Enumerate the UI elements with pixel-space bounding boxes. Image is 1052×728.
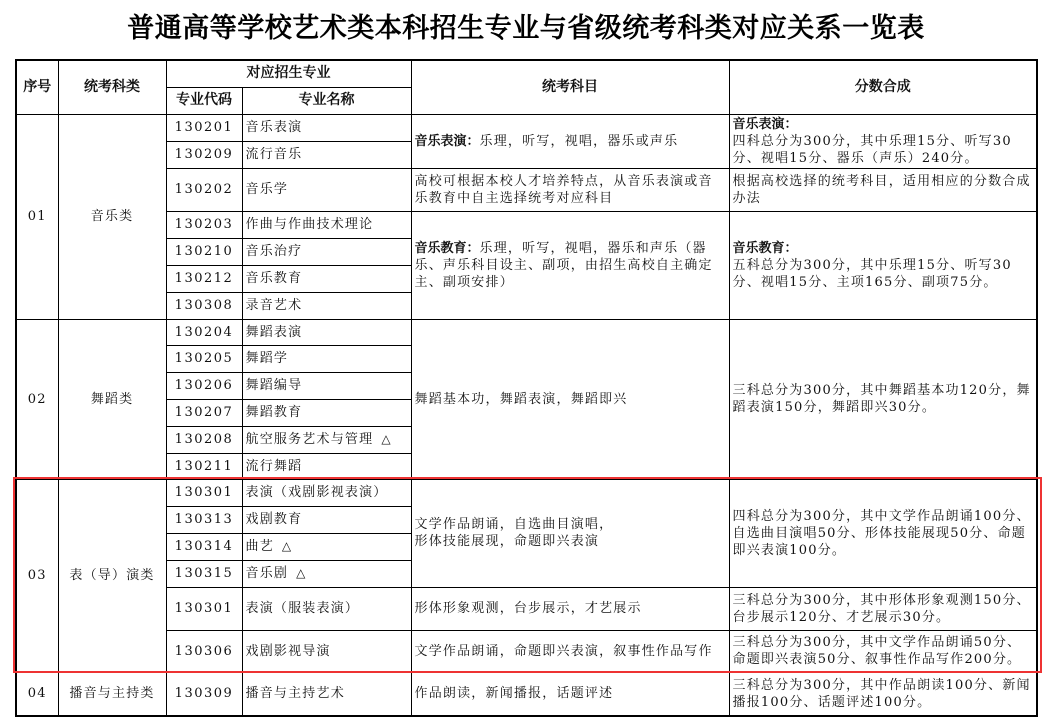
major-code: 130206 [166, 372, 242, 399]
subjects-cell: 文学作品朗诵，命题即兴表演，叙事性作品写作 [411, 630, 729, 672]
scoring-text: 四科总分为300分，其中乐理15分、听写30分、视唱15分、器乐（声乐）240分。 [732, 133, 1012, 166]
major-code: 130207 [166, 399, 242, 426]
major-code: 130301 [166, 587, 242, 630]
subjects-cell [411, 114, 729, 168]
major-code: 130203 [166, 211, 242, 238]
subjects-cell: 形体形象观测，台步展示，才艺展示 [411, 587, 729, 630]
scoring-label: 音乐教育： [732, 240, 798, 256]
major-name: 表演（戏剧影视表演） [242, 479, 411, 506]
major-name: 流行舞蹈 [242, 453, 411, 479]
major-code: 130314 [166, 533, 242, 560]
major-name: 舞蹈表演 [242, 319, 411, 345]
scoring-label: 音乐表演： [732, 116, 798, 132]
header-major-name: 专业名称 [242, 87, 411, 114]
subjects-cell: 高校可根据本校人才培养特点，从音乐表演或音乐教育中自主选择统考对应科目 [411, 168, 729, 211]
subjects-cell [411, 211, 729, 319]
major-name: 戏剧教育 [242, 506, 411, 533]
major-name: 表演（服装表演） [242, 587, 411, 630]
subjects-cell [411, 479, 729, 587]
major-code: 130313 [166, 506, 242, 533]
major-name: 播音与主持艺术 [242, 672, 411, 716]
major-code: 130208 [166, 426, 242, 453]
major-name: 音乐表演 [242, 114, 411, 141]
major-code: 130301 [166, 479, 242, 506]
major-name: 戏剧影视导演 [242, 630, 411, 672]
major-code: 130308 [166, 292, 242, 319]
group-index: 03 [16, 479, 58, 672]
table-row [16, 114, 1037, 141]
major-code: 130309 [166, 672, 242, 716]
major-name: 流行音乐 [242, 141, 411, 168]
table-row [16, 479, 1037, 506]
table-row [16, 630, 1037, 672]
table-row [16, 672, 1037, 716]
major-code: 130306 [166, 630, 242, 672]
header-subjects: 统考科目 [411, 60, 729, 114]
group-category: 舞蹈类 [58, 319, 166, 479]
major-code: 130202 [166, 168, 242, 211]
group-index: 01 [16, 114, 58, 319]
scoring-cell: 三科总分为300分，其中作品朗读100分、新闻播报100分、话题评述100分。 [729, 672, 1037, 716]
major-code: 130212 [166, 265, 242, 292]
art-major-mapping-table [15, 59, 1038, 717]
group-index: 04 [16, 672, 58, 716]
major-name [242, 560, 411, 587]
scoring-cell: 三科总分为300分，其中文学作品朗诵50分、命题即兴表演50分、叙事性作品写作200分。 [729, 630, 1037, 672]
subjects-text: 乐理，听写，视唱，器乐或声乐 [479, 133, 679, 149]
major-name: 音乐教育 [242, 265, 411, 292]
major-code: 130210 [166, 238, 242, 265]
major-code: 130209 [166, 141, 242, 168]
triangle-mark-icon: △ [281, 539, 293, 553]
scoring-cell: 三科总分为300分，其中形体形象观测150分、台步展示120分、才艺展示30分。 [729, 587, 1037, 630]
major-name: 舞蹈编导 [242, 372, 411, 399]
scoring-cell: 四科总分为300分，其中文学作品朗诵100分、自选曲目演唱50分、形体技能展现50分、命题即兴表演100分。 [729, 479, 1037, 587]
major-name: 录音艺术 [242, 292, 411, 319]
group-category: 表（导）演类 [58, 479, 166, 672]
header-major-group: 对应招生专业 [166, 60, 411, 87]
major-name-text: 曲艺 [245, 539, 274, 554]
group-index: 02 [16, 319, 58, 479]
header-index: 序号 [16, 60, 58, 114]
major-code: 130204 [166, 319, 242, 345]
scoring-cell: 三科总分为300分，其中舞蹈基本功120分，舞蹈表演150分，舞蹈即兴30分。 [729, 319, 1037, 479]
scoring-cell [729, 114, 1037, 168]
major-code: 130211 [166, 453, 242, 479]
table-row [16, 587, 1037, 630]
header-scoring: 分数合成 [729, 60, 1037, 114]
page-title: 普通高等学校艺术类本科招生专业与省级统考科类对应关系一览表 [127, 13, 925, 44]
subjects-line: 形体技能展现，命题即兴表演 [414, 534, 600, 549]
triangle-mark-icon: △ [296, 566, 307, 580]
major-name [242, 426, 411, 453]
major-name: 音乐学 [242, 168, 411, 211]
major-name: 舞蹈学 [242, 345, 411, 372]
header-major-code: 专业代码 [166, 87, 242, 114]
header-row-1 [16, 60, 1037, 87]
major-code: 130205 [166, 345, 242, 372]
table-row [16, 211, 1037, 238]
major-name [242, 533, 411, 560]
major-name-text: 航空服务艺术与管理 [245, 432, 374, 447]
scoring-cell [729, 211, 1037, 319]
group-category: 播音与主持类 [58, 672, 166, 716]
major-code: 130201 [166, 114, 242, 141]
major-code: 130315 [166, 560, 242, 587]
major-name: 作曲与作曲技术理论 [242, 211, 411, 238]
table-row [16, 319, 1037, 345]
group-category: 音乐类 [58, 114, 166, 319]
major-name: 舞蹈教育 [242, 399, 411, 426]
subjects-label: 音乐教育： [414, 240, 480, 256]
subjects-cell: 舞蹈基本功，舞蹈表演，舞蹈即兴 [411, 319, 729, 479]
scoring-text: 五科总分为300分，其中乐理15分、听写30分、视唱15分、主项165分、副项75分。 [732, 257, 1012, 290]
subjects-cell: 作品朗读，新闻播报，话题评述 [411, 672, 729, 716]
header-category: 统考科类 [58, 60, 166, 114]
subjects-text: 乐理，听写，视唱，器乐和声乐（器乐、声乐科目设主、副项，由招生高校自主确定主、副项安排） [414, 240, 713, 290]
table-row [16, 168, 1037, 211]
subjects-line: 文学作品朗诵，自选曲目演唱， [414, 517, 614, 532]
subjects-label: 音乐表演： [414, 133, 480, 149]
scoring-cell: 根据高校选择的统考科目，适用相应的分数合成办法 [729, 168, 1037, 211]
triangle-mark-icon: △ [381, 432, 392, 446]
major-name-text: 音乐剧 [245, 566, 289, 581]
major-name: 音乐治疗 [242, 238, 411, 265]
